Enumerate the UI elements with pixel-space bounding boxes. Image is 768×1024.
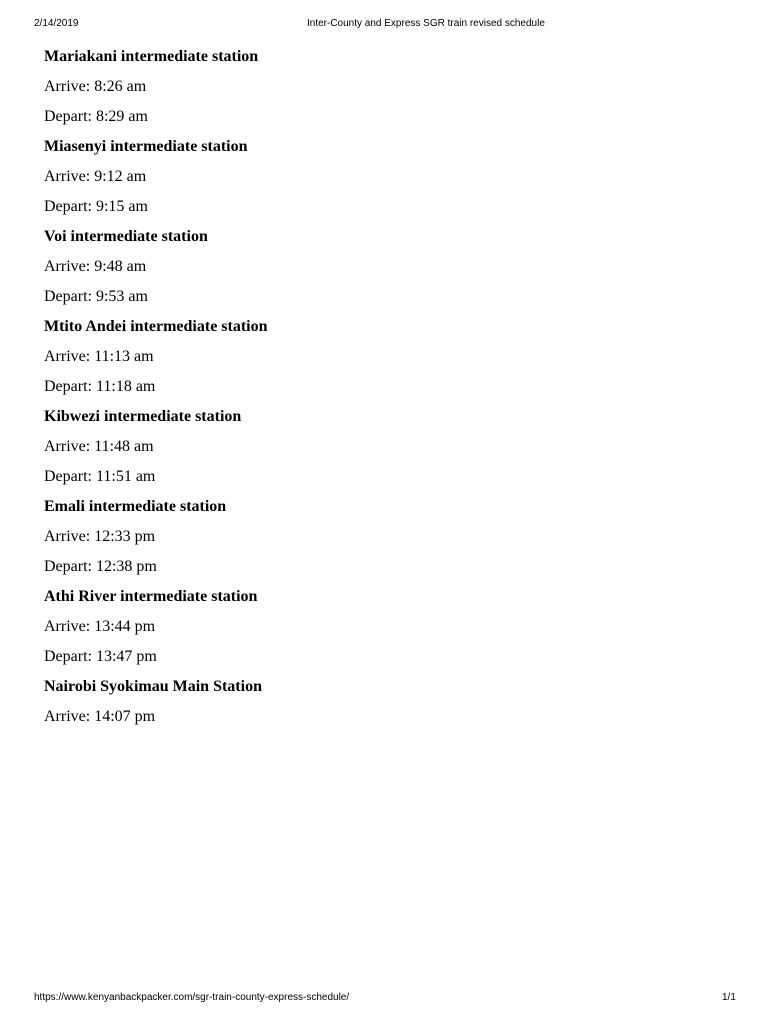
depart-time: Depart: 9:53 am <box>44 288 148 305</box>
station-name: Athi River intermediate station <box>44 588 258 605</box>
arrive-time: Arrive: 13:44 pm <box>44 618 156 635</box>
arrive-time: Arrive: 14:07 pm <box>44 708 156 725</box>
station-block <box>44 132 724 222</box>
page-number: 1/1 <box>722 992 736 1003</box>
station-name: Nairobi Syokimau Main Station <box>44 678 262 695</box>
station-name: Miasenyi intermediate station <box>44 138 248 155</box>
arrive-time: Arrive: 11:48 am <box>44 438 154 455</box>
arrive-time: Arrive: 11:13 am <box>44 348 154 365</box>
source-url-link[interactable]: https://www.kenyanbackpacker.com/sgr-train-county-express-schedule/ <box>34 992 350 1003</box>
station-block <box>44 492 724 582</box>
depart-time: Depart: 12:38 pm <box>44 558 157 575</box>
station-block <box>44 42 724 132</box>
station-name: Mariakani intermediate station <box>44 48 259 65</box>
schedule-list <box>44 42 724 732</box>
depart-time: Depart: 11:18 am <box>44 378 156 395</box>
depart-time: Depart: 9:15 am <box>44 198 148 215</box>
station-block <box>44 312 724 402</box>
arrive-time: Arrive: 9:48 am <box>44 258 147 275</box>
station-block <box>44 582 724 672</box>
station-block <box>44 222 724 312</box>
station-name: Kibwezi intermediate station <box>44 408 242 425</box>
depart-time: Depart: 13:47 pm <box>44 648 157 665</box>
arrive-time: Arrive: 8:26 am <box>44 78 147 95</box>
station-name: Voi intermediate station <box>44 228 208 245</box>
arrive-time: Arrive: 12:33 pm <box>44 528 156 545</box>
station-name: Emali intermediate station <box>44 498 227 515</box>
station-block <box>44 402 724 492</box>
station-block <box>44 672 724 732</box>
arrive-time: Arrive: 9:12 am <box>44 168 147 185</box>
page-title: Inter-County and Express SGR train revised schedule <box>307 18 545 29</box>
depart-time: Depart: 11:51 am <box>44 468 156 485</box>
print-date: 2/14/2019 <box>34 18 79 29</box>
station-name: Mtito Andei intermediate station <box>44 318 268 335</box>
depart-time: Depart: 8:29 am <box>44 108 148 125</box>
